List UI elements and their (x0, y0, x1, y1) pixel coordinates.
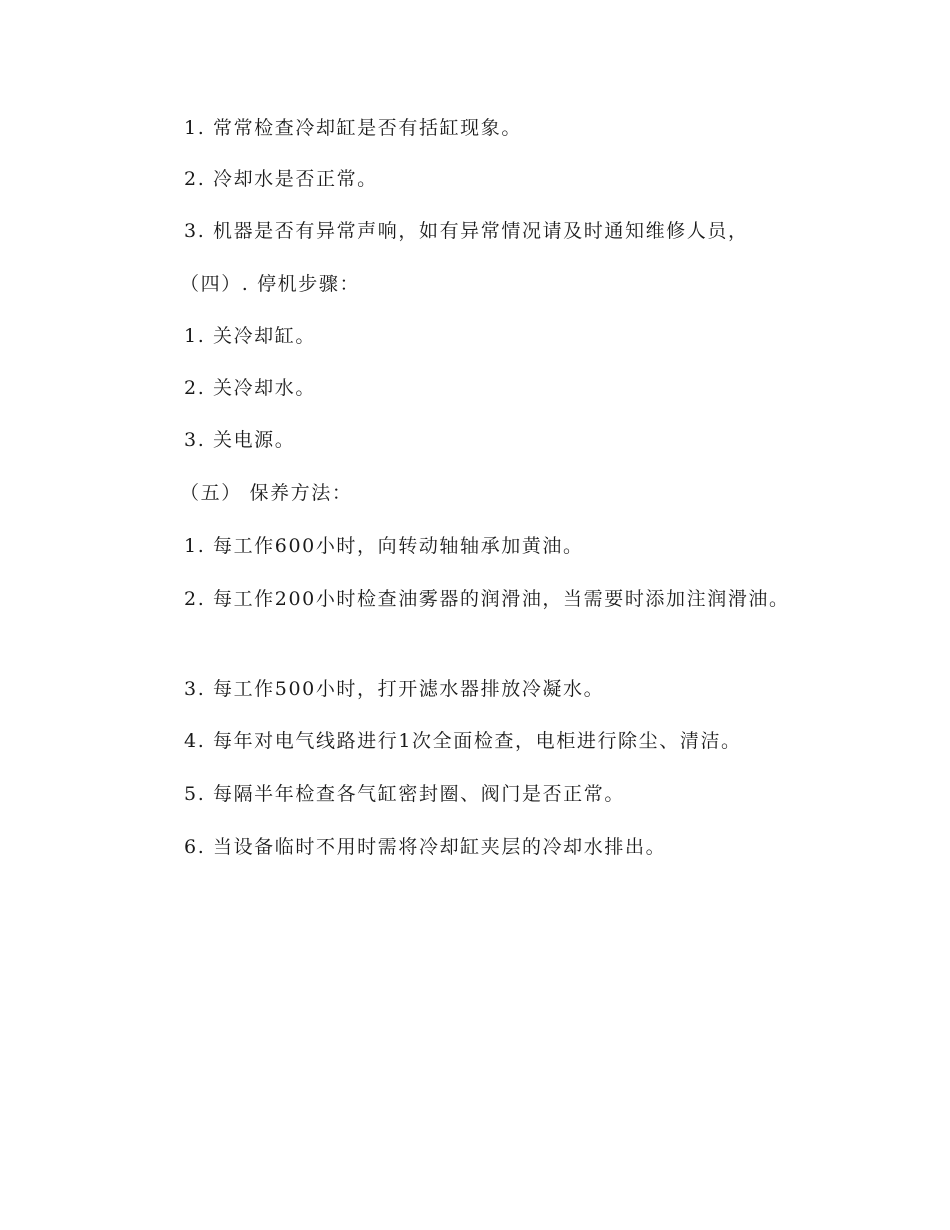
list-item-grease-bearing: 1. 每工作600小时，向转动轴轴承加黄油。 (184, 535, 584, 557)
list-item-drain-condensate: 3. 每工作500小时，打开滤水器排放冷凝水。 (184, 678, 605, 700)
list-item-check-lubricator-oil: 2. 每工作200小时检查油雾器的润滑油，当需要时添加注润滑油。 (184, 588, 790, 610)
list-item-close-cooling-water: 2. 关冷却水。 (184, 377, 316, 399)
list-item-check-cooling-cylinder: 1. 常常检查冷却缸是否有括缸现象。 (184, 117, 522, 139)
section-heading-shutdown-steps: （四）. 停机步骤： (180, 273, 361, 295)
list-item-close-cooling-cylinder: 1. 关冷却缸。 (184, 325, 316, 347)
list-item-check-cooling-water: 2. 冷却水是否正常。 (184, 168, 378, 190)
list-item-check-seals-valves: 5. 每隔半年检查各气缸密封圈、阀门是否正常。 (184, 783, 625, 805)
section-heading-maintenance-methods: （五） 保养方法： (180, 482, 353, 504)
list-item-drain-jacket-water: 6. 当设备临时不用时需将冷却缸夹层的冷却水排出。 (184, 836, 667, 858)
list-item-close-power: 3. 关电源。 (184, 429, 296, 451)
list-item-electrical-inspection: 4. 每年对电气线路进行1次全面检查，电柜进行除尘、清洁。 (184, 730, 742, 752)
list-item-check-machine-noise: 3. 机器是否有异常声响，如有异常情况请及时通知维修人员， (184, 220, 749, 242)
